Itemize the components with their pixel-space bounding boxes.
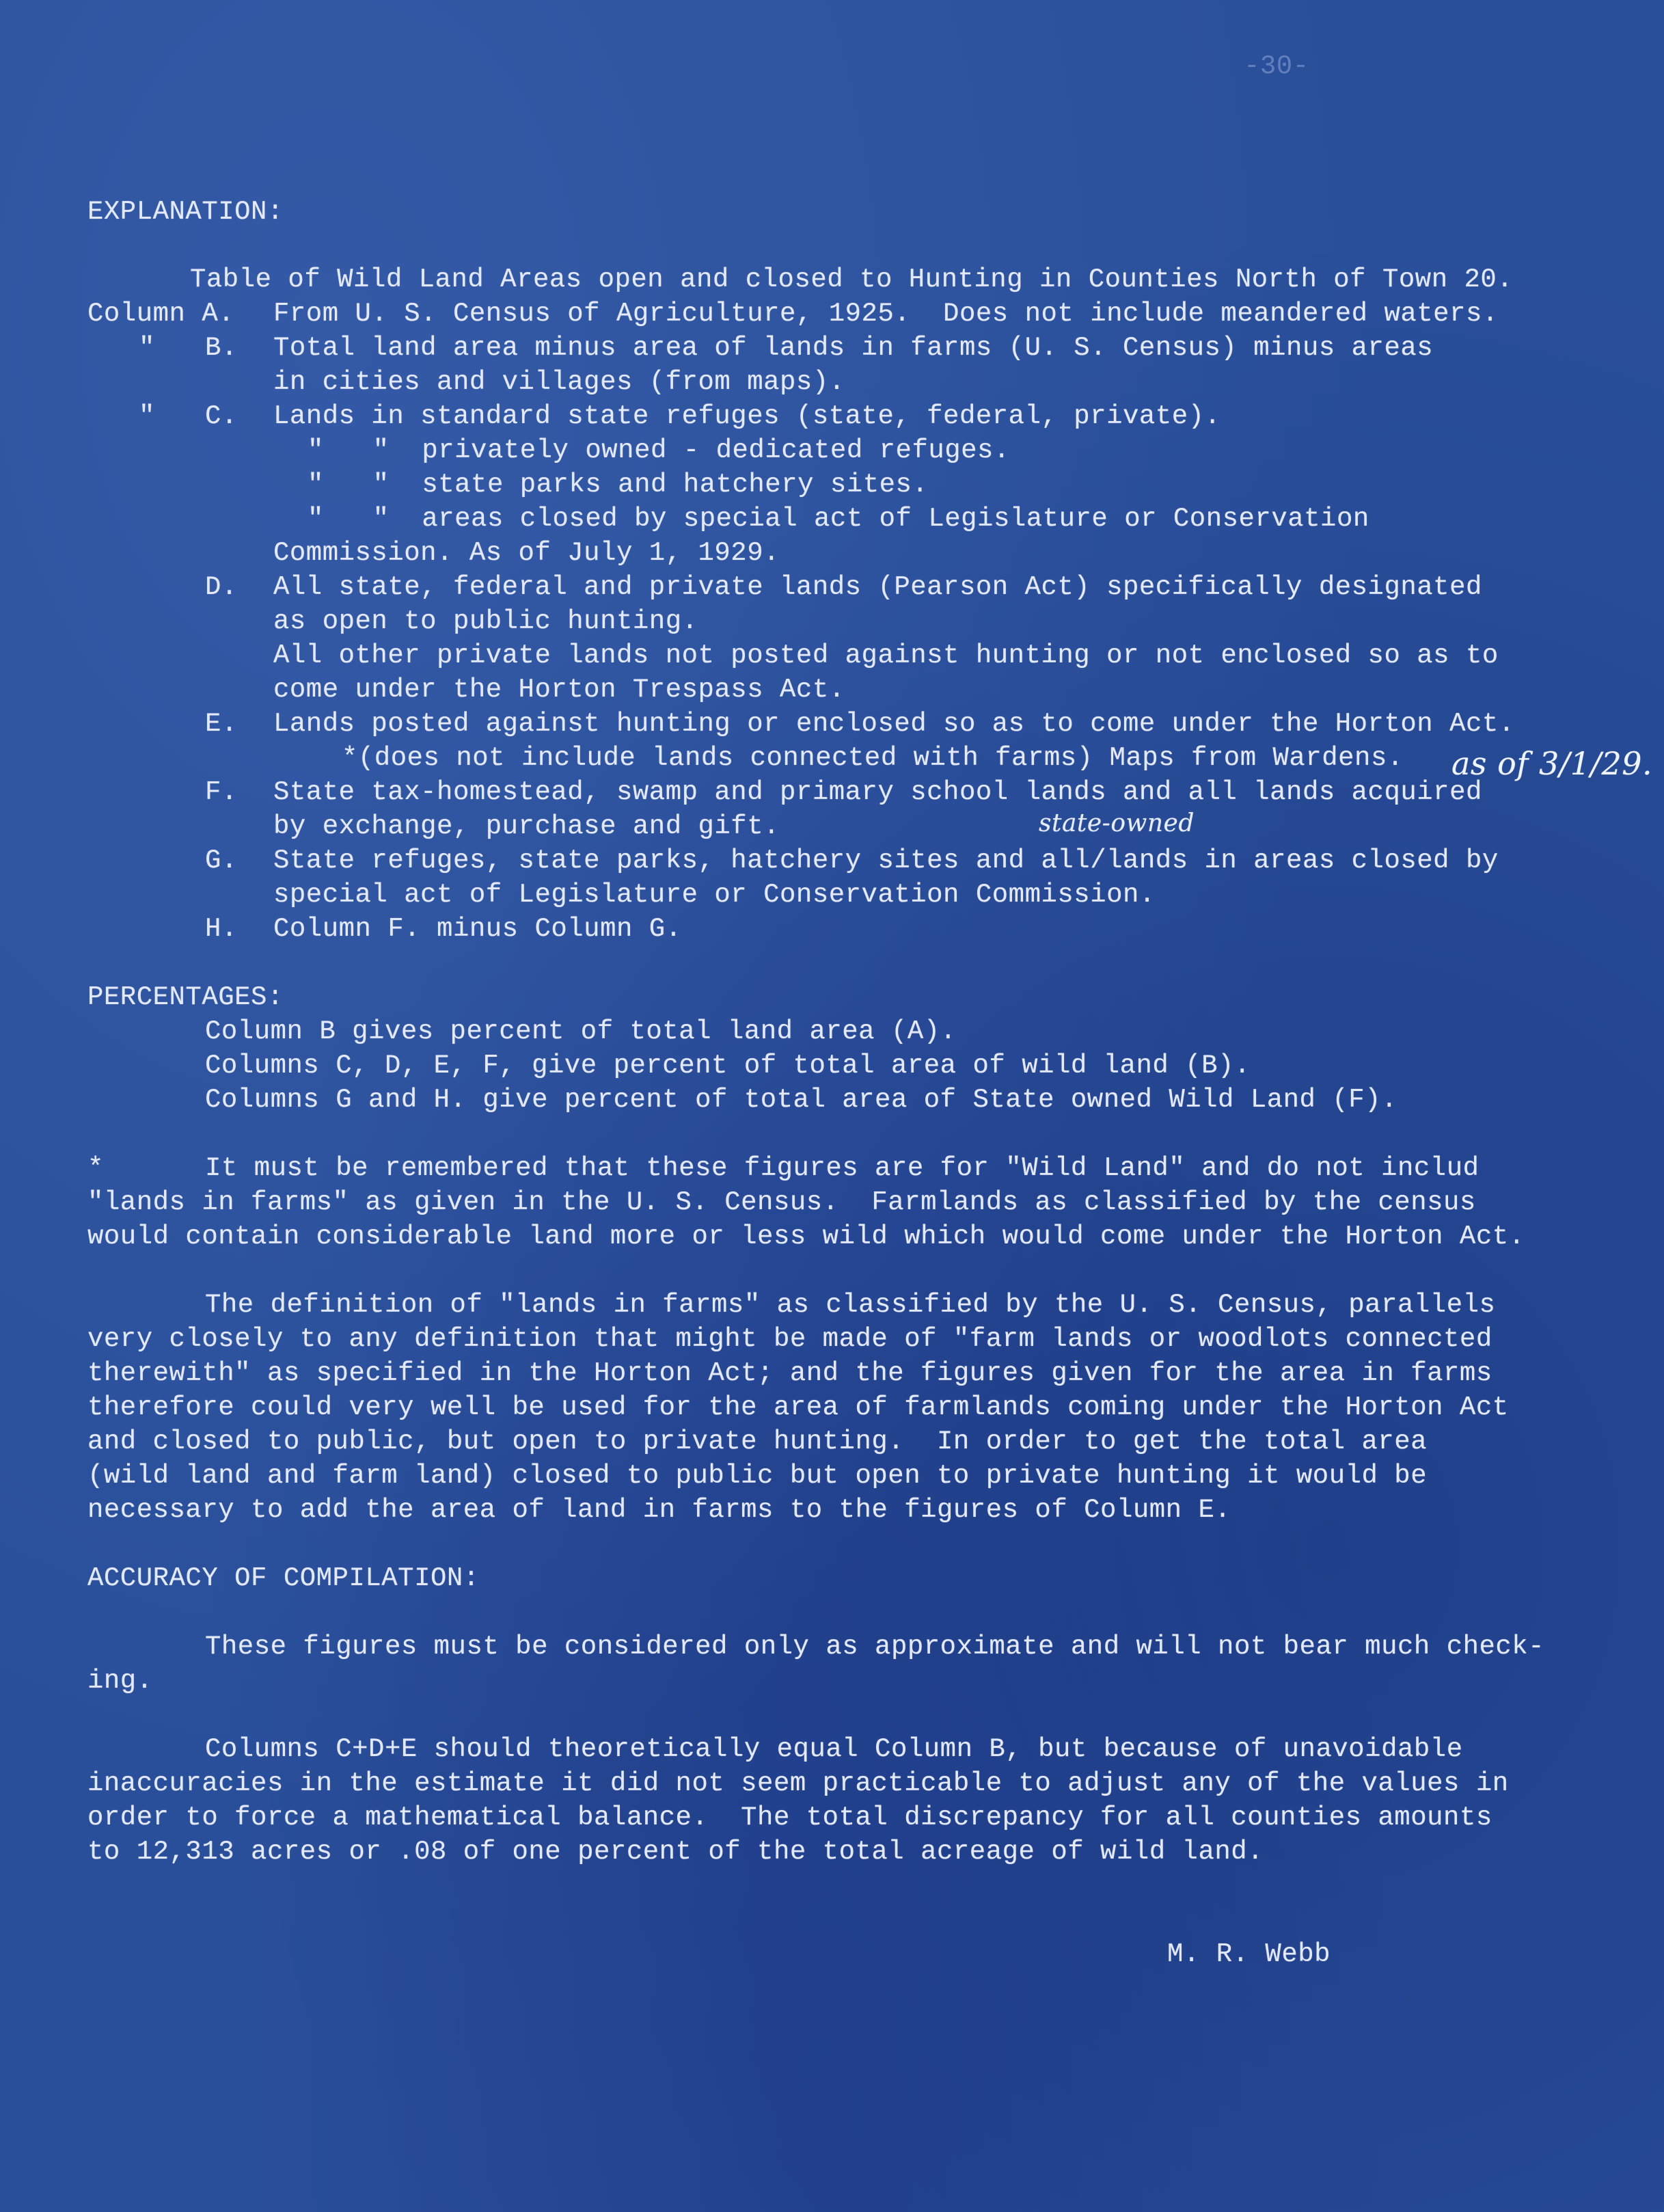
paragraph-2-line-3: therewith" as specified in the Horton Act; and the figures given for the area in farms xyxy=(87,1358,1492,1388)
note-mark: * xyxy=(87,1153,104,1183)
paragraph-2-line-7: necessary to add the area of land in farms to the figures of Column E. xyxy=(87,1495,1231,1525)
percentage-line-3: Columns G and H. give percent of total area of State owned Wild Land (F). xyxy=(205,1085,1397,1115)
paragraph-1-line-3: would contain considerable land more or less wild which would come under the Horton Act. xyxy=(87,1222,1525,1252)
heading-explanation: EXPLANATION: xyxy=(87,197,284,227)
col-h-label: H. xyxy=(205,914,238,944)
col-c-label: C. xyxy=(205,401,238,431)
col-e-date-handwritten: as of 3/1/29. xyxy=(1451,745,1653,782)
col-b-label: B. xyxy=(205,333,238,363)
col-d-label: D. xyxy=(205,572,238,602)
col-d-text-3: All other private lands not posted against hunting or not enclosed so as to xyxy=(273,640,1499,671)
accuracy-line-1: These figures must be considered only as approximate and will not bear much check- xyxy=(205,1632,1545,1662)
col-f-insert-handwritten: state-owned xyxy=(1039,809,1195,837)
col-c-sub-2: " " state parks and hatchery sites. xyxy=(308,470,929,500)
accuracy-line-5: order to force a mathematical balance. The total discrepancy for all counties amounts xyxy=(87,1803,1492,1833)
accuracy-line-2: ing. xyxy=(87,1666,153,1696)
col-a-text: From U. S. Census of Agriculture, 1925. Does not include meandered waters. xyxy=(273,299,1499,329)
percentage-line-1: Column B gives percent of total land area (A). xyxy=(205,1016,957,1047)
col-b-ditto: " xyxy=(139,333,155,363)
col-e-text-1: Lands posted against hunting or enclosed so as to come under the Horton Act. xyxy=(273,709,1515,739)
col-d-text-2: as open to public hunting. xyxy=(273,606,698,636)
paragraph-2-line-6: (wild land and farm land) closed to public but open to private hunting it would be xyxy=(87,1461,1428,1491)
col-e-text-2: *(does not include lands connected with farms) Maps from Wardens. xyxy=(342,743,1404,773)
heading-accuracy: ACCURACY OF COMPILATION: xyxy=(87,1563,480,1593)
paragraph-2-line-2: very closely to any definition that might be made of "farm lands or woodlots connected xyxy=(87,1324,1492,1354)
col-c-sub-1: " " privately owned - dedicated refuges. xyxy=(308,435,1010,466)
accuracy-line-6: to 12,313 acres or .08 of one percent of the total acreage of wild land. xyxy=(87,1837,1264,1867)
col-d-text-4: come under the Horton Trespass Act. xyxy=(273,675,845,705)
col-c-text-1: Lands in standard state refuges (state, federal, private). xyxy=(273,401,1221,431)
col-b-text-2: in cities and villages (from maps). xyxy=(273,367,845,397)
signature: M. R. Webb xyxy=(1167,1939,1331,1969)
col-g-label: G. xyxy=(205,846,238,876)
page-mark: -30- xyxy=(1244,51,1309,81)
percentage-line-2: Columns C, D, E, F, give percent of total area of wild land (B). xyxy=(205,1051,1251,1081)
col-c-text-2: Commission. As of July 1, 1929. xyxy=(273,538,780,568)
col-d-text-1: All state, federal and private lands (Pearson Act) specifically designated xyxy=(273,572,1482,602)
paragraph-2-line-5: and closed to public, but open to private hunting. In order to get the total area xyxy=(87,1427,1428,1457)
paragraph-2-line-4: therefore could very well be used for the area of farmlands coming under the Horton Act xyxy=(87,1392,1509,1422)
col-h-text: Column F. minus Column G. xyxy=(273,914,682,944)
col-e-label: E. xyxy=(205,709,238,739)
col-g-text-2: special act of Legislature or Conservation Commission. xyxy=(273,880,1156,910)
col-c-ditto: " xyxy=(139,401,155,431)
col-a-label: Column A. xyxy=(87,299,235,329)
paragraph-1-line-1: It must be remembered that these figures are for "Wild Land" and do not includ xyxy=(205,1153,1479,1183)
col-g-text-1: State refuges, state parks, hatchery sites and all/lands in areas closed by xyxy=(273,846,1499,876)
col-f-text-2: by exchange, purchase and gift. xyxy=(273,811,780,841)
col-b-text-1: Total land area minus area of lands in farms (U. S. Census) minus areas xyxy=(273,333,1434,363)
col-f-label: F. xyxy=(205,777,238,807)
paragraph-2-line-1: The definition of "lands in farms" as classified by the U. S. Census, parallels xyxy=(205,1290,1496,1320)
col-c-sub-3: " " areas closed by special act of Legislature or Conservation xyxy=(308,504,1369,534)
intro-line: Table of Wild Land Areas open and closed to Hunting in Counties North of Town 20. xyxy=(190,265,1514,295)
accuracy-line-3: Columns C+D+E should theoretically equal Column B, but because of unavoidable xyxy=(205,1734,1463,1764)
paragraph-1-line-2: "lands in farms" as given in the U. S. Census. Farmlands as classified by the census xyxy=(87,1187,1476,1217)
accuracy-line-4: inaccuracies in the estimate it did not seem practicable to adjust any of the values in xyxy=(87,1768,1509,1798)
heading-percentages: PERCENTAGES: xyxy=(87,982,284,1012)
col-f-text-1: State tax-homestead, swamp and primary school lands and all lands acquired xyxy=(273,777,1482,807)
